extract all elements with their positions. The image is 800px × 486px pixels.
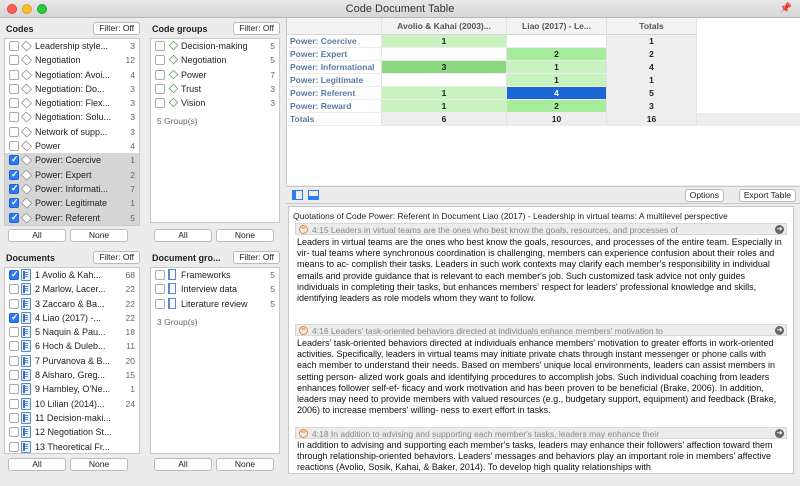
document-icon: [21, 312, 31, 324]
matrix-column-header[interactable]: Totals: [607, 18, 697, 35]
matrix-cell[interactable]: 1: [507, 61, 607, 74]
code-group-checkbox[interactable]: [155, 55, 165, 65]
code-checkbox[interactable]: [9, 70, 19, 80]
document-checkbox[interactable]: [9, 299, 19, 309]
document-checkbox[interactable]: [9, 313, 19, 323]
document-count: 18: [125, 327, 135, 338]
documents-list: [4, 267, 140, 454]
code-group-checkbox[interactable]: [155, 70, 165, 80]
code-groups-pane: [146, 18, 284, 245]
matrix-column-header[interactable]: Avolio & Kahai (2003)...: [382, 18, 507, 35]
matrix-cell[interactable]: 2: [507, 48, 607, 61]
code-count: 3: [130, 112, 135, 123]
document-label: 13 Theoretical Fr...: [35, 441, 110, 452]
matrix-row: [287, 35, 800, 48]
code-count: 5: [130, 212, 135, 223]
document-row[interactable]: [5, 297, 139, 311]
document-count: 22: [125, 312, 135, 323]
code-count: 1: [130, 155, 135, 166]
document-count: 1: [130, 384, 135, 395]
quotation-icon: [299, 326, 308, 335]
document-icon: [21, 355, 31, 367]
matrix-cell[interactable]: [382, 48, 507, 61]
export-table-button[interactable]: Export Table: [739, 189, 796, 202]
document-row[interactable]: [5, 339, 139, 353]
go-to-quotation-icon[interactable]: ➜: [776, 430, 783, 437]
document-icon: [21, 426, 31, 438]
codes-all-button[interactable]: All: [8, 229, 66, 242]
matrix-row: [287, 74, 800, 87]
matrix-row-header[interactable]: Power: Coercive: [287, 35, 382, 48]
matrix-cell[interactable]: 10: [507, 113, 607, 126]
code-icon: [21, 40, 32, 51]
matrix-toolbar: [286, 186, 800, 204]
document-groups-summary: 3 Group(s): [157, 316, 198, 327]
matrix-row-header[interactable]: Power: Legitimate: [287, 74, 382, 87]
document-icon: [21, 283, 31, 295]
code-checkbox[interactable]: [9, 155, 19, 165]
code-label: Negotiation: Solu...: [35, 112, 112, 123]
document-group-label: Frameworks: [181, 270, 231, 280]
document-label: 6 Hoch & Duleb...: [35, 341, 106, 352]
code-row[interactable]: [5, 68, 139, 82]
document-label: 12 Negotiation St...: [35, 427, 112, 438]
document-label: 2 Marlow, Lacer...: [35, 284, 106, 295]
layout-side-icon[interactable]: [292, 190, 303, 200]
documents-none-button[interactable]: None: [70, 458, 128, 471]
matrix-cell[interactable]: 6: [382, 113, 507, 126]
matrix-row: [287, 87, 800, 100]
code-group-checkbox[interactable]: [155, 98, 165, 108]
document-icon: [21, 326, 31, 338]
document-group-label: Literature review: [181, 298, 248, 309]
code-group-count: 3: [270, 83, 275, 94]
document-group-count: 5: [270, 284, 275, 295]
document-groups-title: Document gro...: [152, 253, 221, 263]
document-checkbox[interactable]: [9, 370, 19, 380]
document-checkbox[interactable]: [9, 427, 19, 437]
code-groups-all-button[interactable]: All: [154, 229, 212, 242]
document-label: 11 Decision-maki...: [35, 412, 111, 423]
code-group-label: Decision-making: [181, 41, 248, 51]
matrix-cell[interactable]: 1: [382, 87, 507, 100]
codes-pane: [0, 18, 144, 245]
code-group-label: Trust: [181, 83, 202, 94]
code-row[interactable]: [5, 125, 139, 139]
code-group-row[interactable]: [151, 68, 279, 82]
code-group-count: 7: [270, 69, 275, 80]
document-group-count: 5: [270, 270, 275, 280]
code-label: Power: Coercive: [35, 155, 102, 166]
code-row[interactable]: [5, 182, 139, 196]
code-count: 3: [130, 83, 135, 94]
document-group-icon: [168, 283, 176, 294]
code-checkbox[interactable]: [9, 170, 19, 180]
code-group-icon: [169, 41, 179, 51]
quotation-header-text: 4:18 In addition to advising and supporting each member's tasks, leaders may enhance their: [312, 429, 660, 439]
code-checkbox[interactable]: [9, 84, 19, 94]
document-label: 9 Hambley, O'Ne...: [35, 384, 111, 395]
code-checkbox[interactable]: [9, 198, 19, 208]
document-groups-filter-button[interactable]: Filter: Off: [233, 251, 280, 264]
code-group-count: 5: [270, 41, 275, 51]
document-group-checkbox[interactable]: [155, 284, 165, 294]
document-checkbox[interactable]: [9, 442, 19, 452]
document-icon: [21, 298, 31, 310]
matrix-column-header[interactable]: Liao (2017) - Le...: [507, 18, 607, 35]
title-bar: [0, 0, 800, 18]
code-group-label: Power: [181, 69, 207, 80]
matrix-cell[interactable]: 1: [382, 35, 507, 48]
code-row[interactable]: [5, 168, 139, 182]
matrix-row-header[interactable]: Power: Expert: [287, 48, 382, 61]
quotation-header-text: 4:15 Leaders in virtual teams are the ones who best know the goals, resources, and processes of: [312, 225, 678, 235]
matrix-cell[interactable]: 1: [382, 100, 507, 113]
code-group-checkbox[interactable]: [155, 84, 165, 94]
document-icon: [21, 383, 31, 395]
code-icon: [21, 141, 32, 152]
code-icon: [21, 98, 32, 109]
document-row[interactable]: [5, 268, 139, 282]
matrix-cell[interactable]: 4: [507, 87, 607, 100]
matrix-cell[interactable]: 3: [382, 61, 507, 74]
code-group-label: Negotiation: [181, 55, 227, 66]
code-checkbox[interactable]: [9, 55, 19, 65]
code-group-count: 3: [270, 98, 275, 109]
code-icon: [21, 183, 32, 194]
document-group-row[interactable]: [151, 282, 279, 296]
code-group-icon: [169, 98, 179, 108]
document-label: 4 Liao (2017) -...: [35, 312, 102, 323]
quotation-header[interactable]: [295, 427, 787, 439]
document-label: 5 Naquin & Pau...: [35, 327, 106, 338]
document-checkbox[interactable]: [9, 270, 19, 280]
code-groups-list: [150, 38, 280, 223]
document-row[interactable]: [5, 411, 139, 425]
code-count: 12: [125, 55, 135, 66]
code-row[interactable]: [5, 139, 139, 153]
document-group-row[interactable]: [151, 268, 279, 282]
code-icon: [21, 69, 32, 80]
code-group-row[interactable]: [151, 39, 279, 53]
code-icon: [21, 155, 32, 166]
code-label: Network of supp...: [35, 126, 108, 137]
code-group-row[interactable]: [151, 82, 279, 96]
document-group-checkbox[interactable]: [155, 270, 165, 280]
codes-title: Codes: [6, 24, 34, 34]
code-label: Power: Expert: [35, 169, 92, 180]
code-checkbox[interactable]: [9, 127, 19, 137]
matrix-row: [287, 48, 800, 61]
document-label: 8 Alsharo, Greg...: [35, 370, 106, 381]
code-group-row[interactable]: [151, 53, 279, 67]
document-row[interactable]: [5, 354, 139, 368]
code-group-count: 5: [270, 55, 275, 66]
quotation-header[interactable]: [295, 324, 787, 336]
code-group-label: Vision: [181, 98, 206, 109]
document-icon: [21, 398, 31, 410]
code-row[interactable]: [5, 53, 139, 67]
quotations-pane: [288, 206, 794, 474]
document-label: 3 Zaccaro & Ba...: [35, 298, 105, 309]
code-label: Leadership style...: [35, 41, 109, 51]
code-checkbox[interactable]: [9, 41, 19, 51]
matrix-cell[interactable]: 3: [607, 100, 697, 113]
document-icon: [21, 269, 31, 281]
code-count: 7: [130, 183, 135, 194]
code-label: Power: Referent: [35, 212, 101, 223]
document-group-row[interactable]: [151, 297, 279, 311]
code-group-checkbox[interactable]: [155, 41, 165, 51]
code-group-icon: [169, 69, 179, 79]
document-groups-pane: [146, 247, 284, 486]
document-checkbox[interactable]: [9, 327, 19, 337]
document-row[interactable]: [5, 425, 139, 439]
document-row[interactable]: [5, 325, 139, 339]
quotation-body: Leaders in virtual teams are the ones who best know the goals, resources, and processes of the entire team. Especially in vir- tual teams where synchronous coordination is challenging, members can experience confusion about their roles and means to ac- complish their tasks. Leaders in such work contexts may clarify each member's responsibility in individual emails and provide guidance that is relevant to each member's job. Such customized task advice not only guides individuals in completing their tasks, but enhances members' respect for leaders' professional knowledge and skills, identifying leaders as role models whom they want to follow.: [297, 237, 782, 304]
document-groups-none-button[interactable]: None: [216, 458, 274, 471]
document-row[interactable]: [5, 311, 139, 325]
document-label: 1 Avolio & Kah...: [35, 270, 101, 280]
code-icon: [21, 212, 32, 223]
code-label: Negotiation: Avoi...: [35, 69, 110, 80]
documents-pane: [0, 247, 144, 486]
document-count: 24: [125, 398, 135, 409]
codes-list: [4, 38, 140, 226]
document-count: 68: [125, 270, 135, 280]
matrix-cell[interactable]: [507, 35, 607, 48]
code-count: 3: [130, 41, 135, 51]
document-checkbox[interactable]: [9, 399, 19, 409]
matrix-row-header[interactable]: Power: Reward: [287, 100, 382, 113]
options-button[interactable]: Options: [685, 189, 724, 202]
code-label: Negotiation: Do...: [35, 83, 105, 94]
codes-none-button[interactable]: None: [70, 229, 128, 242]
document-checkbox[interactable]: [9, 341, 19, 351]
document-group-count: 5: [270, 298, 275, 309]
code-groups-none-button[interactable]: None: [216, 229, 274, 242]
code-group-icon: [169, 55, 179, 65]
document-label: 7 Purvanova & B...: [35, 355, 111, 366]
matrix-cell[interactable]: 5: [607, 87, 697, 100]
code-label: Negotiation: Flex...: [35, 98, 111, 109]
matrix-cell[interactable]: 1: [507, 74, 607, 87]
documents-title: Documents: [6, 253, 56, 263]
quotation-icon: [299, 225, 308, 234]
matrix-row: [287, 100, 800, 113]
document-label: 10 Lilian (2014)...: [35, 398, 105, 409]
code-count: 1: [130, 198, 135, 209]
document-row[interactable]: [5, 440, 139, 454]
code-label: Power: [35, 141, 61, 152]
layout-bottom-icon[interactable]: [308, 190, 319, 200]
code-row[interactable]: [5, 39, 139, 53]
code-icon: [21, 169, 32, 180]
document-count: 20: [125, 355, 135, 366]
code-label: Power: Legitimate: [35, 198, 108, 209]
code-label: Power: Informati...: [35, 183, 109, 194]
code-icon: [21, 55, 32, 66]
code-row[interactable]: [5, 153, 139, 167]
matrix-header-row: [287, 18, 800, 31]
matrix-cell[interactable]: [382, 74, 507, 87]
code-row[interactable]: [5, 110, 139, 124]
document-count: 11: [126, 341, 135, 352]
document-checkbox[interactable]: [9, 356, 19, 366]
code-row[interactable]: [5, 82, 139, 96]
code-label: Negotiation: [35, 55, 81, 66]
quotation-body: Leaders' task-oriented behaviors directed at individuals enhance members' motivation to greater efforts in work-oriented activities. Specifically, leaders in virtual teams may initiate private chats through instant messenger or phone calls with each member to understand their needs. Based on members' unique local environments, leaders can assist members in setting person- alized work goals and identifying procedures to accomplish jobs. Such individual coaching from leaders enhances follower self-ef- ficacy and work motivation and has been proven to be beneficial (Brake, 2006). In addition, leaders may need to provide members with valued resources (e.g., budgetary support, equipment) and feedback (Brake, 2006) to increase members' willing- ness to exert effort in tasks.: [297, 338, 777, 416]
quotation-header[interactable]: [295, 223, 787, 235]
code-count: 2: [130, 169, 135, 180]
document-checkbox[interactable]: [9, 284, 19, 294]
code-checkbox[interactable]: [9, 98, 19, 108]
code-icon: [21, 198, 32, 209]
quotations-title: Quotations of Code Power: Referent in Document Liao (2017) - Leadership in virtual teams: A multilevel perspective: [293, 211, 728, 221]
document-groups-list: [150, 267, 280, 454]
quotation-icon: [299, 429, 308, 438]
matrix-cell[interactable]: 16: [607, 113, 697, 126]
code-icon: [21, 83, 32, 94]
document-row[interactable]: [5, 382, 139, 396]
code-checkbox[interactable]: [9, 184, 19, 194]
code-checkbox[interactable]: [9, 112, 19, 122]
code-icon: [21, 126, 32, 137]
documents-filter-button[interactable]: Filter: Off: [93, 251, 140, 264]
codes-filter-button[interactable]: Filter: Off: [93, 22, 140, 35]
code-row[interactable]: [5, 211, 139, 225]
code-count: 4: [130, 141, 135, 152]
code-icon: [21, 112, 32, 123]
code-count: 3: [130, 98, 135, 109]
document-checkbox[interactable]: [9, 384, 19, 394]
go-to-quotation-icon[interactable]: ➜: [776, 226, 783, 233]
matrix-cell[interactable]: 1: [607, 35, 697, 48]
quotation-header-text: 4:16 Leaders' task-oriented behaviors directed at individuals enhance members' motivation to: [312, 326, 663, 336]
code-group-row[interactable]: [151, 96, 279, 110]
document-count: 22: [125, 284, 135, 295]
pin-icon[interactable]: 📌: [779, 3, 792, 14]
document-group-icon: [168, 269, 176, 280]
documents-all-button[interactable]: All: [8, 458, 66, 471]
document-count: 15: [125, 370, 135, 381]
document-group-label: Interview data: [181, 284, 238, 295]
matrix-cell[interactable]: 4: [607, 61, 697, 74]
code-document-matrix: [286, 18, 800, 185]
code-checkbox[interactable]: [9, 213, 19, 223]
code-count: 4: [130, 69, 135, 80]
document-group-checkbox[interactable]: [155, 299, 165, 309]
go-to-quotation-icon[interactable]: ➜: [776, 327, 783, 334]
document-group-icon: [168, 298, 176, 309]
document-row[interactable]: [5, 397, 139, 411]
document-groups-all-button[interactable]: All: [154, 458, 212, 471]
matrix-cell[interactable]: 1: [607, 74, 697, 87]
code-group-icon: [169, 84, 179, 94]
code-row[interactable]: [5, 96, 139, 110]
document-icon: [21, 340, 31, 352]
document-icon: [21, 369, 31, 381]
document-row[interactable]: [5, 368, 139, 382]
matrix-row-header[interactable]: Totals: [287, 113, 382, 126]
code-checkbox[interactable]: [9, 141, 19, 151]
code-groups-filter-button[interactable]: Filter: Off: [233, 22, 280, 35]
matrix-cell[interactable]: 2: [607, 48, 697, 61]
document-icon: [21, 412, 31, 424]
code-count: 3: [130, 126, 135, 137]
document-icon: [21, 441, 31, 453]
code-groups-title: Code groups: [152, 24, 208, 34]
matrix-cell[interactable]: 2: [507, 100, 607, 113]
matrix-corner: [287, 18, 382, 35]
matrix-row-header[interactable]: Power: Referent: [287, 87, 382, 100]
matrix-row: [287, 61, 800, 74]
document-checkbox[interactable]: [9, 413, 19, 423]
document-row[interactable]: [5, 282, 139, 296]
code-groups-summary: 5 Group(s): [157, 116, 198, 127]
document-count: 22: [125, 298, 135, 309]
quotation-body: In addition to advising and supporting each member's tasks, leaders may enhance their followers' affection toward them through relationship-oriented behaviors. Leaders' messages and behaviors play an important role in members' affective reactions (Avolio, Sosik, Kahai, & Baker, 2014). To develop high quality relationships with: [297, 440, 773, 473]
matrix-row: [287, 113, 800, 126]
window-title: Code Document Table: [345, 3, 455, 15]
code-row[interactable]: [5, 196, 139, 210]
matrix-row-header[interactable]: Power: Informational: [287, 61, 382, 74]
